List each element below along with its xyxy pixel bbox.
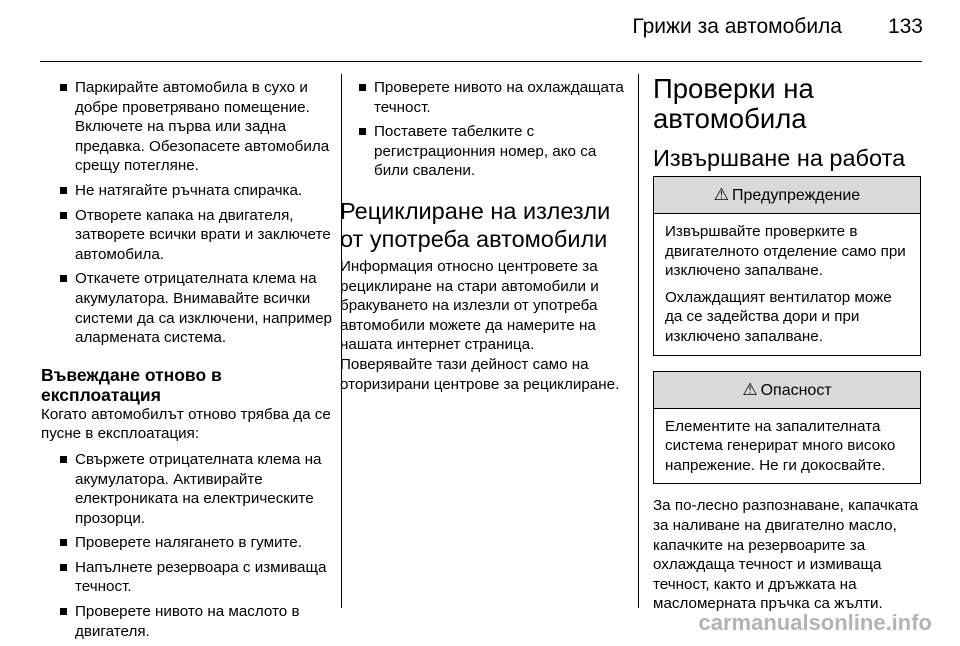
section-heading: Рециклиране на излезли от употреба автомобили	[340, 197, 611, 252]
warning-text: Извършвайте проверките в двигателното отделение само при изключено запалване.	[665, 223, 906, 280]
list-item: Свържете отрицателната клема на акумулатора. Активирайте електрониката на електрическите прозорци.	[58, 450, 333, 528]
list-item: Проверете нивото на маслото в двигателя.	[58, 602, 333, 641]
danger-box	[653, 371, 921, 485]
body-paragraph: За по-лесно разпознаване, капачката за наливане на двигателно масло, капачките на резервоарите за охлаждаща течност и измиваща течност, както и дръжката на масломерната пръчка са жълти.	[653, 497, 919, 613]
column-divider-2	[638, 74, 639, 608]
section-heading: Въвеждане отново в експлоатация	[41, 364, 222, 405]
list-item: Откачете отрицателната клема на акумулатора. Внимавайте всички системи да са изключени, например алармената система.	[58, 269, 333, 347]
danger-heading: Опасност	[760, 381, 832, 399]
list-item: Напълнете резервоара с измиваща течност.	[58, 558, 333, 597]
danger-box-body	[654, 409, 920, 484]
danger-icon: ⚠	[742, 379, 758, 399]
page-number: 133	[887, 15, 923, 38]
danger-box-header	[654, 372, 920, 409]
body-paragraph: Информация относно центровете за рециклиране на стари автомобили и бракуването на излезли от употреба автомобили можете да намерите на нашата интернет страница. Поверявайте тази дейност само на оторизирани центрове за рециклиране.	[340, 257, 620, 393]
warning-text: Охлаждащият вентилатор може да се задейства дори и при изключено запалване.	[665, 288, 892, 345]
list-item: Проверете налягането в гумите.	[58, 533, 333, 553]
list-item: Не натягайте ръчната спирачка.	[58, 181, 333, 201]
list-item: Паркирайте автомобила в сухо и добре проветрявано помещение. Включете на първа или задна предавка. Обезопасете автомобила срещу потегляне.	[58, 78, 333, 176]
list-item: Отворете капака на двигателя, затворете всички врати и заключете автомобила.	[58, 206, 333, 265]
warning-icon: ⚠	[713, 185, 730, 204]
list-item: Проверете нивото на охлаждащата течност.	[357, 78, 625, 117]
danger-text: Елементите на запалителната система генерират много високо напрежение. Не ги докосвайте.	[665, 417, 896, 474]
warning-heading: Предупреждение	[732, 187, 861, 204]
header-divider	[40, 61, 922, 62]
list-item: Поставете табелките с регистрационния номер, ако са били свалени.	[357, 122, 625, 181]
watermark: carmanualsonline.info	[698, 610, 932, 635]
section-heading: Извършване на работа	[653, 145, 906, 171]
column-middle	[340, 78, 625, 394]
chapter-title: Грижи за автомобила	[632, 15, 842, 38]
warning-box	[653, 176, 921, 356]
column-right	[653, 73, 921, 614]
page-header	[0, 0, 960, 62]
page-title: Проверки на автомобила	[653, 73, 814, 134]
warning-box-body	[654, 214, 920, 355]
column-left	[41, 78, 333, 646]
intro-text: Когато автомобилът отново трябва да се пусне в експлоатация:	[41, 405, 331, 443]
warning-box-header	[654, 177, 920, 214]
